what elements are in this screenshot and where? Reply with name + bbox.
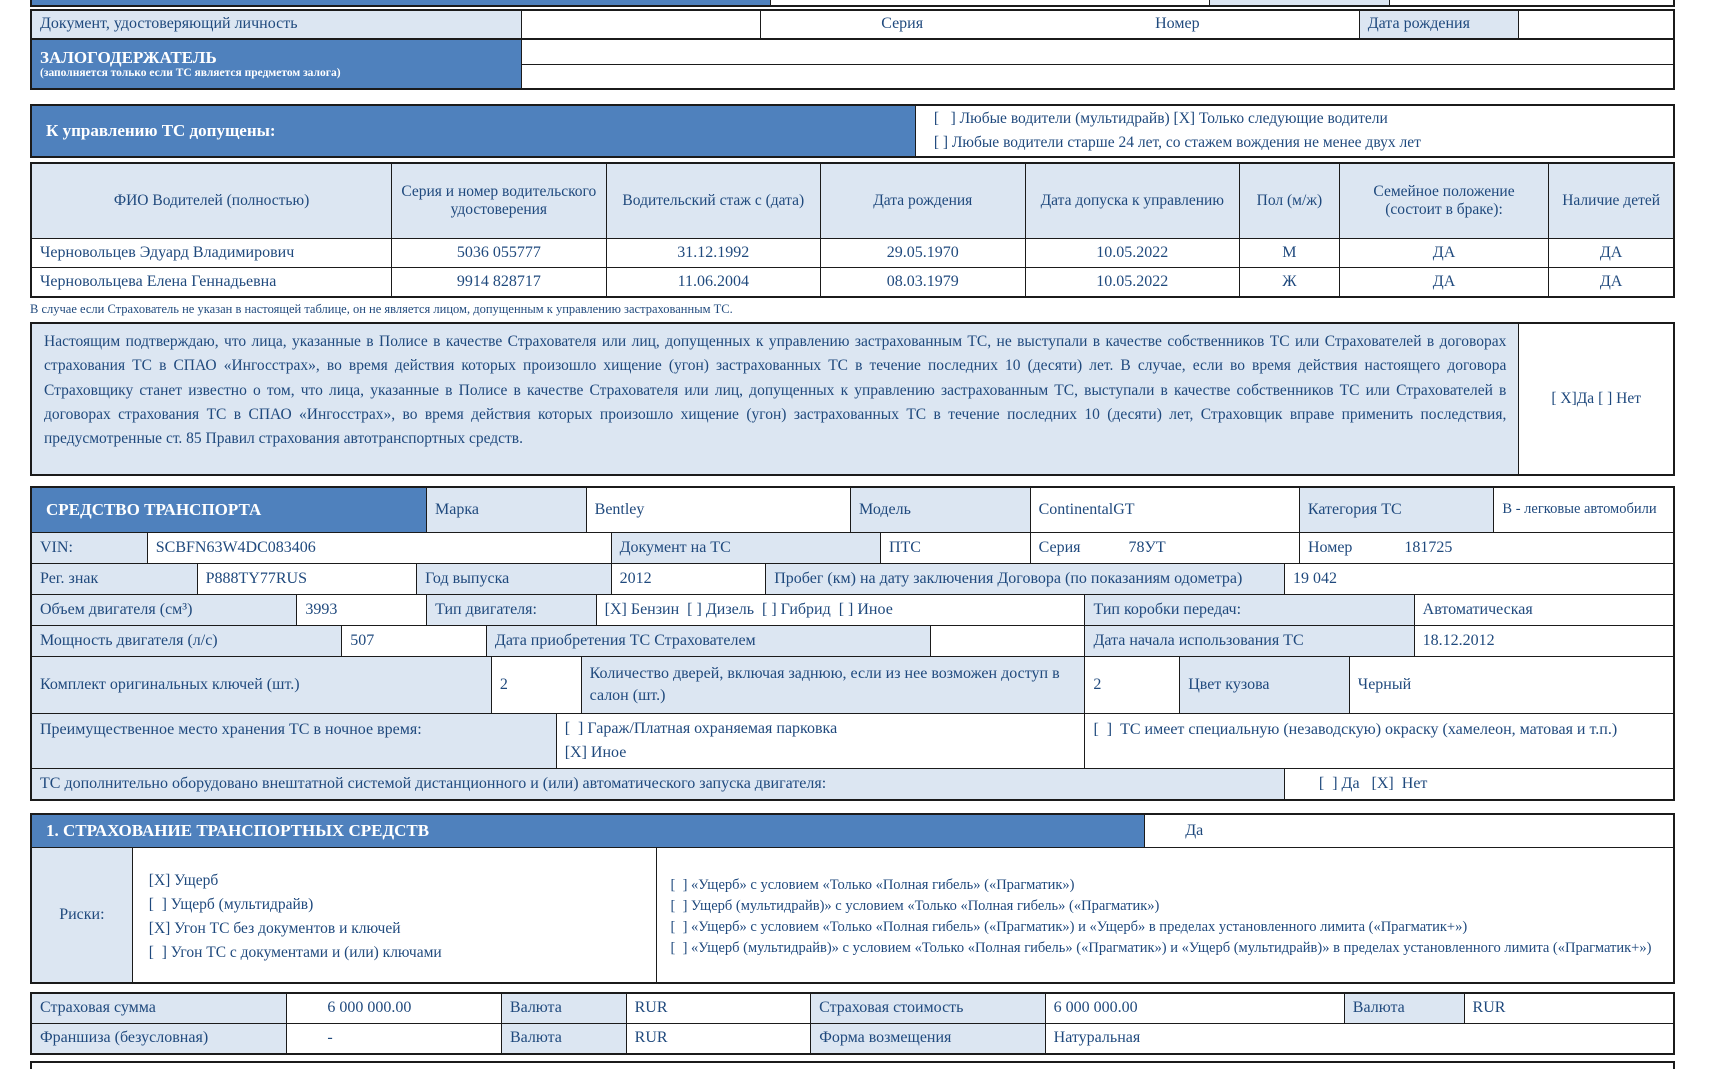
storage-option-other: [Х] Иное <box>564 744 627 761</box>
partial-top-light-cell <box>1209 0 1389 5</box>
col-header-admission: Дата допуска к управлению <box>1025 164 1239 238</box>
table-row <box>32 267 1673 296</box>
risks-label: Риски: <box>32 848 132 982</box>
col-header-sex: Пол (м/ж) <box>1239 164 1339 238</box>
franchise-value: - <box>286 1024 501 1053</box>
driver-admission: 10.05.2022 <box>1025 239 1239 267</box>
driver-experience: 11.06.2004 <box>606 268 820 296</box>
driver-children: ДА <box>1548 239 1673 267</box>
insured-value: 6 000 000.00 <box>1045 994 1344 1023</box>
storage-options <box>556 714 1085 768</box>
sums-table <box>30 992 1675 1055</box>
engine-type-options: [Х] Бензин [ ] Дизель [ ] Гибрид [ ] Иное <box>596 595 1085 625</box>
doc-nomer-label: Номер <box>1307 538 1353 556</box>
col-header-license: Серия и номер водительского удостоверения <box>391 164 605 238</box>
vehicle-table <box>30 486 1675 801</box>
purchase-date-label: Дата приобретения ТС Страхователем <box>486 626 930 656</box>
model-value: ContinentalGT <box>1030 488 1299 532</box>
risk-pragmatik-2: [ ] Ущерб (мультидрайв)» с условием «Только «Полная гибель» («Прагматик») <box>670 897 1160 914</box>
pledgee-title: ЗАЛОГОДЕРЖАТЕЛЬ <box>40 47 217 67</box>
risk-theft-no-docs: [Х] Угон ТС без документов и ключей <box>148 920 401 937</box>
table-row <box>32 238 1673 267</box>
col-header-children: Наличие детей <box>1548 164 1673 238</box>
risk-damage: [Х] Ущерб <box>148 872 219 889</box>
driver-children: ДА <box>1548 268 1673 296</box>
remote-start-answer: [ ] Да [Х] Нет <box>1284 769 1673 799</box>
vehicle-doc-label: Документ на ТС <box>611 533 880 563</box>
drivers-table <box>30 162 1675 298</box>
pledgee-value-top <box>522 40 1673 64</box>
vin-value: SCBFN63W4DC083406 <box>147 533 611 563</box>
driver-experience: 31.12.1992 <box>606 239 820 267</box>
risks-right-options <box>656 848 1673 982</box>
driver-marital: ДА <box>1339 268 1548 296</box>
usage-start-value: 18.12.2012 <box>1414 626 1673 656</box>
compensation-value: Натуральная <box>1045 1024 1673 1053</box>
multidrive-option-line2: [ ] Любые водители старше 24 лет, со стажем вождения не менее двух лет <box>933 134 1421 151</box>
storage-option-garage: [ ] Гараж/Платная охраняемая парковка <box>564 720 838 737</box>
risk-pragmatik-1: [ ] «Ущерб» с условием «Только «Полная гибель» («Прагматик») <box>670 876 1075 893</box>
franchise-label: Франшиза (безусловная) <box>32 1024 286 1053</box>
next-block-cutoff <box>30 1061 1675 1069</box>
vehicle-doc-seriya-cell <box>1030 533 1299 563</box>
confirmation-block <box>30 322 1675 476</box>
vehicle-doc-nomer-cell <box>1299 533 1673 563</box>
col-header-experience: Водительский стаж с (дата) <box>606 164 820 238</box>
driver-sex: М <box>1239 239 1339 267</box>
driver-license: 5036 055777 <box>391 239 605 267</box>
mileage-value: 19 042 <box>1284 564 1673 594</box>
power-label: Мощность двигателя (л/с) <box>32 626 341 656</box>
currency-value-1: RUR <box>626 994 811 1023</box>
doc-seriya-label: Серия <box>1038 538 1081 556</box>
category-label: Категория ТС <box>1299 488 1494 532</box>
reg-value: P888TY77RUS <box>197 564 416 594</box>
reg-label: Рег. знак <box>32 564 197 594</box>
vehicle-doc-type: ПТС <box>880 533 1030 563</box>
identity-dob-label: Дата рождения <box>1359 11 1519 38</box>
currency-value-2: RUR <box>1464 994 1673 1023</box>
driver-name: Черновольцев Эдуард Владимирович <box>40 243 295 261</box>
remote-start-label: ТС дополнительно оборудовано внештатной системой дистанционного и (или) автоматического запуска двигателя: <box>32 769 1284 799</box>
partial-top-empty-cell-2 <box>1389 0 1673 5</box>
keys-value: 2 <box>491 657 581 713</box>
pledgee-header <box>32 40 521 88</box>
category-value: В - легковые автомобили <box>1493 488 1673 532</box>
multidrive-option-line1: [ ] Любые водители (мультидрайв) [Х] Только следующие водители <box>933 110 1388 127</box>
vin-label: VIN: <box>32 533 147 563</box>
sum-label: Страховая сумма <box>32 994 286 1023</box>
col-header-fio: ФИО Водителей (полностью) <box>32 164 391 238</box>
marka-value: Bentley <box>586 488 850 532</box>
confirmation-text: Настоящим подтверждаю, что лица, указанные в Полисе в качестве Страхователя или лиц, допущенных к управлению застрахованным ТС, не выступали в качестве собственников ТС или Страхователей в договорах страхования ТС в СПАО «Ингосстрах», во время действия которых произошло хищение (угон) застрахованных ТС в течение последних 10 (десяти) лет. В случае, если во время действия настоящего договора Страховщику станет известно о том, что лица, указанные в Полисе в качестве Страхователя или лиц, допущенных к управлению застрахованным ТС, выступали в качестве собственников ТС или Страхователей в договорах страхования ТС в СПАО «Ингосстрах», во время действия которых произошло хищение (угон) застрахованных ТС в течение последних 10 (десяти) лет, Страховщик вправе применить последствия, предусмотренные ст. 85 Правил страхования автотранспортных средств. <box>32 324 1518 474</box>
driver-license: 9914 828717 <box>391 268 605 296</box>
drivers-note: В случае если Страхователь не указан в настоящей таблице, он не является лицом, допущенным к управлению застрахованным ТС. <box>30 302 733 316</box>
confirmation-answer: [ Х]Да [ ] Нет <box>1518 324 1673 474</box>
driver-dob: 29.05.1970 <box>820 239 1025 267</box>
currency-label-1: Валюта <box>501 994 626 1023</box>
partial-top-dark-cell <box>32 0 770 5</box>
drivers-allowed-header: К управлению ТС допущены: <box>32 106 915 156</box>
risk-pragmatik-plus-1: [ ] «Ущерб» с условием «Только «Полная гибель» («Прагматик») и «Ущерб» в пределах установленного лимита («Прагматик+») <box>670 919 1468 935</box>
driver-sex: Ж <box>1239 268 1339 296</box>
risk-theft-with-docs: [ ] Угон ТС с документами и (или) ключами <box>148 944 442 961</box>
drivers-allowed-options <box>915 106 1673 156</box>
identity-dob-value <box>1518 11 1673 38</box>
driver-marital: ДА <box>1339 239 1548 267</box>
risks-left-options <box>132 848 656 982</box>
identity-seriya-label: Серия <box>881 15 924 33</box>
doors-value: 2 <box>1084 657 1179 713</box>
engine-volume-value: 3993 <box>296 595 426 625</box>
doc-nomer-value: 181725 <box>1404 538 1453 556</box>
insurance-section <box>30 813 1675 984</box>
color-value: Черный <box>1349 657 1673 713</box>
identity-document-row <box>30 9 1675 40</box>
identity-doc-label: Документ, удостоверяющий личность <box>32 11 521 38</box>
pledgee-value-bottom <box>522 64 1673 89</box>
identity-doc-value <box>521 11 760 38</box>
engine-volume-label: Объем двигателя (см³) <box>32 595 296 625</box>
compensation-label: Форма возмещения <box>810 1024 1044 1053</box>
partial-top-row <box>30 0 1675 7</box>
mileage-label: Пробег (км) на дату заключения Договора (по показаниям одометра) <box>765 564 1284 594</box>
doc-seriya-value: 78УТ <box>1128 538 1166 556</box>
identity-nomer-label: Номер <box>1155 15 1200 33</box>
usage-start-label: Дата начала использования ТС <box>1084 626 1413 656</box>
engine-type-label: Тип двигателя: <box>426 595 596 625</box>
col-header-dob: Дата рождения <box>820 164 1025 238</box>
currency-value-3: RUR <box>626 1024 811 1053</box>
storage-label: Преимущественное место хранения ТС в ночное время: <box>32 714 556 768</box>
driver-name: Черновольцева Елена Геннадьевна <box>40 272 277 290</box>
color-label: Цвет кузова <box>1179 657 1349 713</box>
partial-top-empty-cell <box>770 0 1209 5</box>
insurance-section-title: 1. СТРАХОВАНИЕ ТРАНСПОРТНЫХ СРЕДСТВ <box>32 815 1144 847</box>
col-header-marital: Семейное положение (состоит в браке): <box>1339 164 1548 238</box>
marka-label: Марка <box>426 488 586 532</box>
year-value: 2012 <box>611 564 766 594</box>
currency-label-2: Валюта <box>1344 994 1464 1023</box>
gearbox-value: Автоматическая <box>1414 595 1673 625</box>
special-paint-option: [ ] ТС имеет специальную (незаводскую) окраску (хамелеон, матовая и т.п.) <box>1084 714 1673 768</box>
insured-value-label: Страховая стоимость <box>810 994 1044 1023</box>
driver-dob: 08.03.1979 <box>820 268 1025 296</box>
currency-label-3: Валюта <box>501 1024 626 1053</box>
identity-seriya-nomer-cell <box>760 11 1359 38</box>
power-value: 507 <box>341 626 486 656</box>
pledgee-value-area <box>521 40 1673 88</box>
pledgee-row <box>30 40 1675 90</box>
insurance-section-value: Да <box>1144 815 1673 847</box>
model-label: Модель <box>850 488 1030 532</box>
doors-label: Количество дверей, включая заднюю, если из нее возможен доступ в салон (шт.) <box>581 657 1085 713</box>
vehicle-section-title: СРЕДСТВО ТРАНСПОРТА <box>32 488 426 532</box>
risk-damage-multidrive: [ ] Ущерб (мультидрайв) <box>148 896 314 913</box>
risk-pragmatik-plus-2: [ ] «Ущерб (мультидрайв)» с условием «Только «Полная гибель» («Прагматик») и «Ущерб (мультидрайв)» в пределах установленного лимита («Прагматик+») <box>670 940 1652 957</box>
pledgee-subtitle: (заполняется только если ТС является предметом залога) <box>40 67 341 80</box>
year-label: Год выпуска <box>416 564 611 594</box>
gearbox-label: Тип коробки передач: <box>1084 595 1413 625</box>
driver-admission: 10.05.2022 <box>1025 268 1239 296</box>
purchase-date-value <box>930 626 1085 656</box>
drivers-allowed-box <box>30 104 1675 158</box>
sum-value: 6 000 000.00 <box>286 994 501 1023</box>
keys-label: Комплект оригинальных ключей (шт.) <box>32 657 491 713</box>
